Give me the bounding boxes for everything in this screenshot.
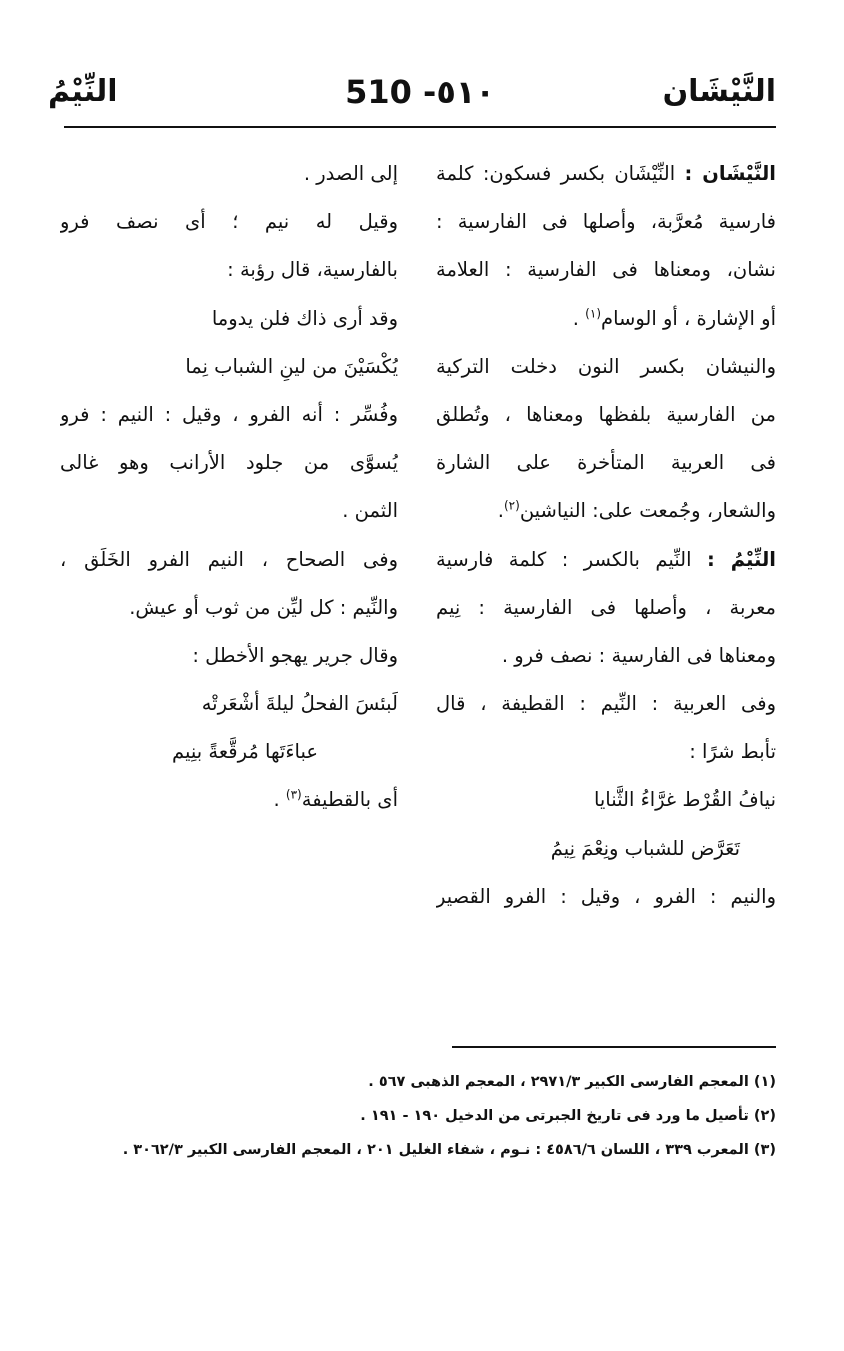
line-text: وقيل له نيم ؛ أى نصف فرو: [60, 210, 398, 234]
footnote-marker: (٣): [285, 787, 302, 802]
line-text: والنيشان بكسر النون دخلت التركية: [436, 354, 776, 378]
text-line: [436, 825, 776, 873]
line-text: فارسية مُعرَّبة، وأصلها فى الفارسية :: [436, 210, 776, 234]
line-text: أى بالقطيفة: [301, 788, 398, 812]
text-line: [436, 873, 776, 921]
text-line: [60, 536, 398, 584]
text-line: [436, 439, 776, 487]
line-text: بالفارسية، قال رؤبة :: [227, 258, 398, 282]
entry-headword: النَّيْشَان :: [684, 162, 776, 185]
text-line: [436, 343, 776, 391]
text-line: [60, 295, 398, 343]
line-text: نشان، ومعناها فى الفارسية : العلامة: [436, 258, 776, 282]
text-line: [60, 584, 398, 632]
footnote: (٢) تأصيل ما ورد فى تاريخ الجبرتى من الدخيل ١٩٠ - ١٩١ .: [360, 1108, 776, 1124]
text-line: [436, 632, 776, 680]
line-text: والشعار، وجُمعت على: النياشين: [519, 499, 776, 523]
text-line: [60, 439, 398, 487]
footnotes: [56, 1065, 776, 1167]
line-text: النِّيْشَان بكسر فسكون: كلمة: [436, 162, 685, 185]
line-text: وقد أرى ذاك فلن يدوما: [211, 306, 398, 330]
line-text: والنِّيم : كل ليِّن من ثوب أو عيش.: [129, 595, 398, 619]
text-line: [436, 584, 776, 632]
text-line: [436, 680, 776, 728]
line-text: ومعناها فى الفارسية : نصف فرو .: [501, 643, 776, 667]
text-line: [436, 728, 776, 776]
page-number: 510 -٥١٠: [345, 73, 495, 111]
footnote-marker: (٢): [503, 498, 520, 513]
text-line: [60, 343, 398, 391]
entry-headword: النِّيْمُ :: [706, 547, 776, 571]
line-text: من الفارسية بلفظها ومعناها ، وتُطلق: [436, 402, 776, 426]
text-line: [436, 776, 776, 824]
footnote: (١) المعجم الفارسى الكبير ٢٩٧١/٣ ، المعجم الذهبى ٥٦٧ .: [368, 1074, 776, 1090]
line-text: معربة ، وأصلها فى الفارسية : نِيم: [436, 595, 776, 619]
line-text: فى العربية المتأخرة على الشارة: [436, 451, 776, 475]
line-text: لَبئسَ الفحلُ ليلةَ أشْعَرتْه: [201, 692, 398, 716]
text-line: [60, 728, 398, 776]
text-line: [436, 246, 776, 294]
text-line: [60, 150, 398, 198]
line-punctuation: .: [572, 306, 586, 330]
text-line: [60, 487, 398, 535]
line-text: تَعَرَّض للشباب ونِعْمَ نِيمُ: [550, 836, 740, 860]
text-line: [436, 295, 776, 343]
text-line: [436, 198, 776, 246]
line-text: تأبط شرًا :: [689, 740, 776, 764]
line-text: والنيم : الفرو ، وقيل : الفرو القصير: [436, 884, 776, 908]
line-text: أو الإشارة ، أو الوسام: [601, 306, 776, 330]
text-line: [436, 487, 776, 535]
line-text: يُكْسَيْنَ من لينِ الشباب نِما: [185, 354, 398, 378]
footnote-rule: [452, 1046, 776, 1048]
line-text: النِّيم بالكسر : كلمة فارسية: [436, 547, 707, 571]
footnote: (٣) المعرب ٣٣٩ ، اللسان ٤٥٨٦/٦ : نـوم ، شفاء الغليل ٢٠١ ، المعجم الفارسى الكبير ٣٠٦٢/٣ .: [122, 1142, 776, 1158]
text-line: [60, 632, 398, 680]
text-line: [436, 391, 776, 439]
text-line: [60, 680, 398, 728]
footnote-marker: (١): [585, 306, 601, 321]
text-line: [60, 776, 398, 824]
line-text: وفى العربية : النِّيم : القطيفة ، قال: [436, 692, 776, 716]
line-punctuation: .: [497, 499, 504, 523]
line-text: وفى الصحاح ، النيم الفرو الخَلَق ،: [60, 547, 398, 571]
line-text: إلى الصدر .: [303, 162, 398, 185]
line-text: وفُسِّر : أنه الفرو ، وقيل : النيم : فرو: [60, 402, 398, 426]
left-column: [60, 150, 398, 825]
line-text: عباءَتَها مُرقَّعةً بنِيم: [172, 740, 318, 764]
line-text: وقال جرير يهجو الأخطل :: [192, 643, 398, 667]
text-line: [60, 246, 398, 294]
text-line: [60, 198, 398, 246]
line-text: الثمن .: [342, 499, 398, 523]
text-line: [436, 150, 776, 198]
text-line: [60, 391, 398, 439]
header-rule: [64, 126, 776, 128]
running-head-right: النَّيْشَان: [662, 74, 776, 109]
line-text: نيافُ القُرْط غرَّاءُ الثَّنايا: [593, 788, 776, 812]
text-line: [436, 536, 776, 584]
running-head-left: النِّيْمُ: [48, 74, 118, 109]
line-punctuation: .: [273, 788, 286, 812]
line-text: يُسوَّى من جلود الأرانب وهو غالى: [60, 451, 398, 475]
right-column: [436, 150, 776, 921]
